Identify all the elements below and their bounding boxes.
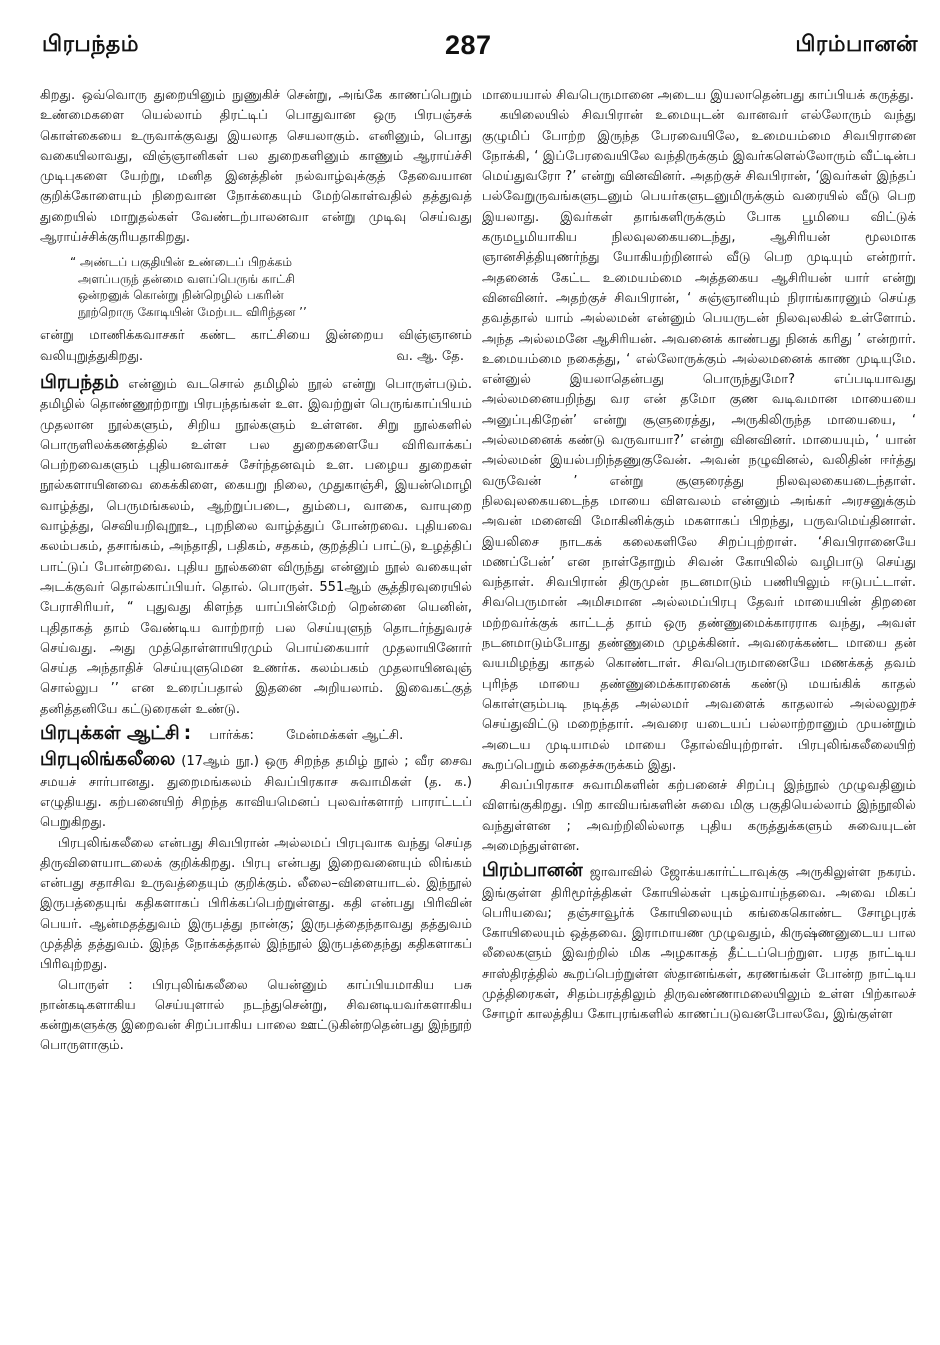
quote-followup-text: என்று மாணிக்கவாசகர் கண்ட காட்சியை இன்றைய விஞ்ஞானம் வலியுறுத்துகிறது. — [40, 328, 472, 364]
verse-line: ஒன்றனுக் கொன்று நின்றெழில் பகரின் — [78, 288, 284, 303]
paragraph: பொருள் : பிரபுலிங்கலீலை யென்னும் காப்பியமாகிய பசு நான்கடிகளாகிய செய்யுளால் நடந்துசென்று, சிவனடியவர்களாகிய கன்றுகளுக்கு இறைவன் சிறப்பாகிய பாலை ஊட்டுகின்றதென்பது இந்நூற் பொருளாகும். — [40, 977, 472, 1054]
entry-prambanan — [482, 861, 916, 1025]
entry-prabhulinga-leelai — [40, 750, 472, 833]
entry-colon: : — [183, 723, 192, 745]
running-head-left: பிரபந்தம் — [42, 32, 139, 57]
entry-prabandham — [40, 373, 472, 720]
entry-prabhukkal-aatchi — [40, 724, 472, 746]
verse-line: “ அண்டப் பகுதியின் உண்டைப் பிறக்கம் — [70, 255, 292, 270]
author-signature: வ. ஆ. தே. — [396, 348, 464, 364]
quote-followup — [40, 326, 472, 367]
page-number: 287 — [445, 30, 492, 60]
entry-body: (17ஆம் நூ.) ஒரு சிறந்த தமிழ் நூல் ; வீர சைவ சமயச் சார்பானது. துறைமங்கலம் சிவப்பிரகாச சுவாமிகள் (த. க.) எழுதியது. கற்பனையிற் சிறந்த காவியமெனப் புலவர்களாற் பாராட்டப் பெறுகிறது. — [40, 754, 472, 831]
running-head-right: பிரம்பானன் — [795, 32, 918, 57]
verse-line: அளப்பருந் தன்மை வளப்பெருங் காட்சி — [78, 271, 295, 286]
right-column — [482, 86, 916, 1026]
entry-headword: பிரபந்தம் — [40, 371, 120, 393]
entry-headword: பிரம்பானன் — [482, 860, 583, 882]
left-column — [40, 86, 472, 1057]
see-also-label: பார்க்க: — [209, 728, 254, 744]
paragraph: சிவப்பிரகாச சுவாமிகளின் கற்பனைச் சிறப்பு இந்நூல் முழுவதினும் விளங்குகிறது. பிற காவியங்களின் சுவை மிகு பகுதியெல்லாம் இந்நூலில் வந்துள்ளன ; அவற்றிலில்லாத புதிய கருத்துக்களும் சுவையுடன் அமைந்துள்ளன. — [482, 778, 916, 854]
paragraph: பிரபுலிங்கலீலை என்பது சிவபிரான் அல்லமப் பிரபுவாக வந்து செய்த திருவிளையாடலைக் குறிக்கிறது. பிரபு என்பது இறைவனையும் லிங்கம் என்பது சதாசிவ உருவத்தையும் குறிக்கும். லீலை–விளையாடல். இந்நூல் இருபத்தையுங் கதிகளாகப் பிரிக்கப்பெற்றுள்ளது. கதி என்பது பிரிவின் பெயர். ஆன்மதத்துவம் இருபத்து நான்கு; இருபத்தைந்தாவது தத்துவம் முத்தித் தத்துவம். இந்த நோக்கத்தால் இந்நூல் இருபத்தைந்து கதிகளாகப் பிரிவுற்றது. — [40, 835, 472, 973]
see-also-ref: மேன்மக்கள் — [286, 728, 358, 744]
continued-paragraph: கிறது. ஒவ்வொரு துறையினும் நுணுகிச் சென்று, அங்கே காணப்பெறும் உண்மைகளை யெல்லாம் திரட்டிப் பொதுவான ஒரு பிரபஞ்சக் கொள்கையை உருவாக்குவது இயலாத செயலாகும். எனினும், பொது வகையிலாவது, விஞ்ஞானிகள் பல துறைகளினும் காணும் ஆராய்ச்சி முடிபுகளை யேற்று, மனித இனத்தின் நல்வாழ்வுக்குத் தேவையான குறிக்கோளையும் நிறைவான நோக்கையும் மேற்கொள்வதில் தத்துவத் துறையில் மாறுதல்கள் வேண்டற்பாலனவா என்று முடிவு செய்வது ஆராய்ச்சிக்குரியதாகிறது. — [40, 88, 472, 246]
entry-headword: பிரபுலிங்கலீலை — [40, 749, 176, 771]
entry-body: என்னும் வடசொல் தமிழில் நூல் என்று பொருள்படும். தமிழில் தொண்ணூற்றாறு பிரபந்தங்கள் உள. இவற்றுள் பெருங்காப்பியம் முதலான நூல்களும், சிறிய நூல்களும் உள்ளன. சிறு நூல்களில் பொருளிலக்கணத்தில் உள்ள பல துறைகளையே விரிவாக்கப் பெற்றவைகளும் புதியனவாகச் சேர்ந்தனவும் உள. பழைய துறைகள் நூல்களாயினவை கைக்கிளை, கையறு நிலை, முதுகாஞ்சி, இயன்மொழி வாழ்த்து, பெருமங்கலம், ஆற்றுப்படை, தும்பை, வாகை, வாயுறை வாழ்த்து, செவியறிவுறூஉ, புறநிலை வாழ்த்துப் போன்றவை. புதியவை கலம்பகம், தசாங்கம், அந்தாதி, பதிகம், சதகம், குறத்திப் பாட்டு, உழத்திப் பாட்டுப் போன்றவை. புதிய நூல்களை விருந்து என்னும் நூல் வகையுள் அடக்குவர் தொல்காப்பியர். தொல். பொருள். 551ஆம் சூத்திரவுரையில் பேராசிரியர், “ புதுவது கிளந்த யாப்பின்மேற் றென்னை யெனின், புதிதாகத் தாம் வேண்டிய வாற்றாற் பல செய்யுளுந் தொடர்ந்துவரச் செய்வது. அது முத்தொள்ளாயிரமும் பொய்கையார் முதலாயினோர் செய்த அந்தாதிச் செய்யுளுமென உணர்க. கலம்பகம் முதலாயினவுஞ் சொல்லுப ’’ என உரைப்பதால் இதனை அறியலாம். இவைகட்குத் தனித்தனியே கட்டுரைகள் உண்டு. — [40, 376, 472, 717]
entry-body: ஜாவாவில் ஜோக்யகார்ட்டாவுக்கு அருகிலுள்ள நகரம். இங்குள்ள திரிமூர்த்திகள் கோயில்கள் புகழ்வாய்ந்தவை. அவை மிகப் பெரியவை; தஞ்சாவூர்க் கோயிலையும் கங்கைகொண்ட சோழபுரக் கோயிலையும் ஒத்தவை. இராமாயண முழுவதும், கிருஷ்ணனுடைய பால லீலைகளும் இவற்றில் மிக அழகாகத் தீட்டப்பெற்றுள. பரத நாட்டிய சாஸ்திரத்தில் கூறப்பெற்றுள்ள ஸ்தானங்கள், கரணங்கள் போன்ற நாட்டிய முத்திரைகள், சிதம்பரத்திலும் திருவண்ணாமலையிலும் உள்ள பிற்காலச் சோழர் காலத்திய கோபுரங்களில் காணப்படுவனபோலவே, இங்குள்ள — [482, 865, 917, 1023]
see-also-ref-cont: ஆட்சி. — [361, 728, 404, 744]
verse-line: நூற்றொரு கோடியின் மேற்பட விரிந்தன ’’ — [78, 304, 307, 319]
verse-quote — [70, 254, 472, 320]
entry-headword: பிரபுக்கள் ஆட்சி — [40, 723, 180, 745]
paragraph: மாயையால் சிவபெருமானை அடைய இயலாதென்பது காப்பியக் கருத்து. — [482, 88, 914, 103]
paragraph: கயிலையில் சிவபிரான் உமையுடன் வானவர் எல்லோரும் வந்து குழுமிப் போற்ற இருந்த பேரவையிலே, உமையம்மை சிவபிரானை நோக்கி, ‘ இப்பேரவையிலே வந்திருக்கும் இவர்களெல்லோரும் வீட்டின்ப மெய்துவரோ ?’ என்று வினவினர். அதற்குச் சிவபிரான், ‘இவர்கள் இந்தப் பல்வேறுருவங்களுடனும் பெயர்களுடனுமிருக்கும் வரையில் வீடு பெற இயலாது. இவர்கள் தாங்களிருக்கும் போக பூமியை விட்டுக் கருமபூமியாகிய நிலவுலகையடைந்து, ஆசிரியன் மூலமாக ஞானசித்தியுணர்ந்து யோகியற்றினால் வீடு பெற முடியும் என்றார். அதனைக் கேட்ட உமையம்மை அத்தகைய ஆசிரியன் யார் என்று வினவினர். அதற்குச் சிவபிரான், ‘ சுஞ்ஞானியும் நிராங்காரனும் செய்த தவத்தால் யாம் அல்லமன் என்னும் பெயருடன் நிலவுலகில் உள்ளோம். அந்த அல்லமனே ஆசிரியன். அவனைக் காண்பது நினக் கரிது ’ என்றார். உமையம்மை நகைத்து, ‘ எல்லோருக்கும் அல்லமனைக் காண முடியுமே. என்னுல் இயலாதென்பது பொருந்துமோ? எப்படியாவது அல்லமனையறிந்து வர என் தமோ குண வடிவமான மாயையை அனுப்புகிறேன்’ என்று சூளுரைத்து, அருகிலிருந்த மாயையை, ‘ அல்லமனைக் கண்டு வருவாயா?’ என்று வினவினர். மாயையும், ‘ யான் அல்லமன் இயல்பறிந்தணுகுவேன். அவன் நழுவினல், வலிதின் ஈர்த்து வருவேன் ’ என்று சூளுரைத்து நிலவுலகையடைந்தாள். நிலவுலகையடைந்த மாயை விளவலம் என்னும் அங்கர் அரசனுக்கும் அவன் மனைவி மோகினிக்கும் மகளாகப் பிறந்து, பருவமெய்தினாள். இயலிசை நாடகக் கலைகளிலே சிறப்புற்றாள். ‘சிவபிரானையே மணப்பேன்’ என நாள்தோறும் சிவன் கோயிலில் வழிபாடு செய்து வந்தாள். சிவபிரான் திருமுன் நடனமாடும் பணியிலும் ஈடுபட்டாள். சிவபெருமான் அமிசமான அல்லமப்பிரபு தேவர் மாயையின் திறனை மற்றவர்க்குக் காட்டத் தாம் ஒரு தண்ணுமைக்காரராக வந்து, அவள் நடனமாடும்போது தண்ணுமை முழக்கினர். அவரைக்கண்ட மாயை தன் வயமிழந்து காதல் கொண்டாள். சிவபெருமானையே மணக்கத் தவம் புரிந்த மாயை தண்ணுமைக்காரனைக் கண்டு மயங்கிக் காதல் கொள்ளும்படி நடித்த அல்லமர் அவளைக் காதலால் அல்லலுறச் செய்துவிட்டு மறைந்தார். அவரை யடையப் பல்லாற்றானும் முயன்றும் அடைய முடியாமல் மாயை தோல்வியுற்றாள். பிரபுலிங்கலீலையிற் கூறப்பெறும் கதைச்சுருக்கம் இது. — [482, 108, 916, 773]
